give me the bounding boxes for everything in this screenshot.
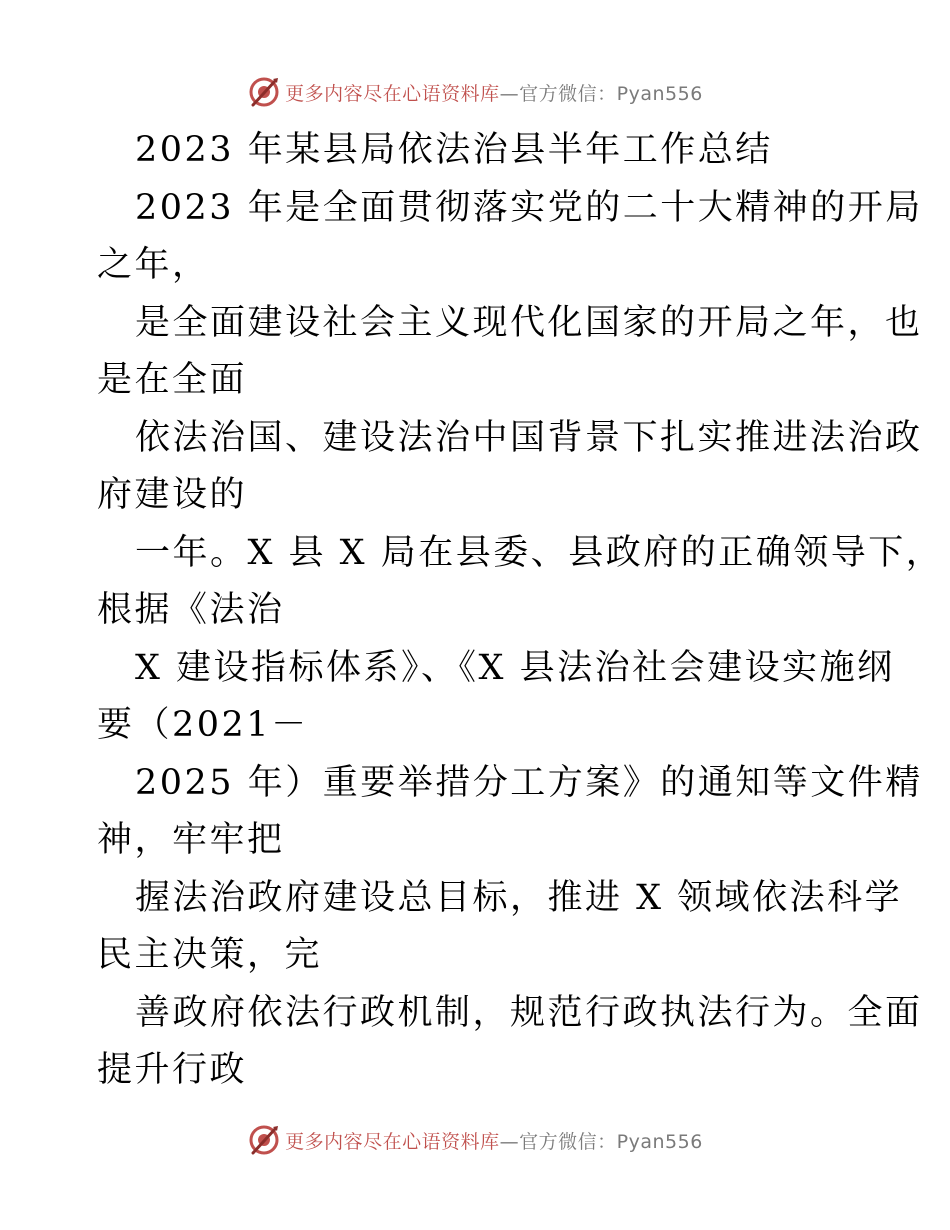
paragraph-line: 是全面建设社会主义现代化国家的开局之年，也 [135, 302, 923, 343]
header-watermark-banner [0, 72, 950, 112]
paragraph-line: 之年， [97, 245, 210, 285]
document-title: 2023 年某县局依法治县半年工作总结 [135, 130, 773, 170]
paragraph-line: 提升行政 [97, 1050, 248, 1090]
paragraph-line: 2023 年是全面贯彻落实党的二十大精神的开局 [135, 187, 923, 228]
paragraph-line: 根据《法治 [97, 590, 285, 630]
paragraph-line: 依法治国、建设法治中国背景下扎实推进法治政 [135, 417, 923, 458]
document-body [97, 122, 944, 1100]
banner-text: 更多内容尽在心语资料库—官方微信：Pyan556 [285, 82, 703, 105]
paragraph-line: 神，牢牢把 [97, 820, 285, 860]
paragraph-line: 是在全面 [97, 360, 248, 400]
paragraph-line: 一年。X 县 X 局在县委、县政府的正确领导下， [135, 532, 944, 573]
paragraph-line: X 建设指标体系》、《X 县法治社会建设实施纲 [135, 647, 895, 688]
paragraph-line: 握法治政府建设总目标，推进 X 领域依法科学 [135, 877, 903, 918]
paragraph-line: 要（2021－ [97, 705, 309, 745]
pen-seal-logo-icon [247, 75, 281, 109]
paragraph-line: 2025 年）重要举措分工方案》的通知等文件精 [135, 762, 923, 803]
paragraph-line: 善政府依法行政机制，规范行政执法行为。全面 [135, 992, 923, 1033]
pen-seal-logo-icon [247, 1123, 281, 1157]
paragraph-line: 府建设的 [97, 475, 248, 515]
banner-text: 更多内容尽在心语资料库—官方微信：Pyan556 [285, 1130, 703, 1153]
footer-watermark-banner [0, 1120, 950, 1160]
paragraph-line: 民主决策，完 [97, 935, 323, 975]
